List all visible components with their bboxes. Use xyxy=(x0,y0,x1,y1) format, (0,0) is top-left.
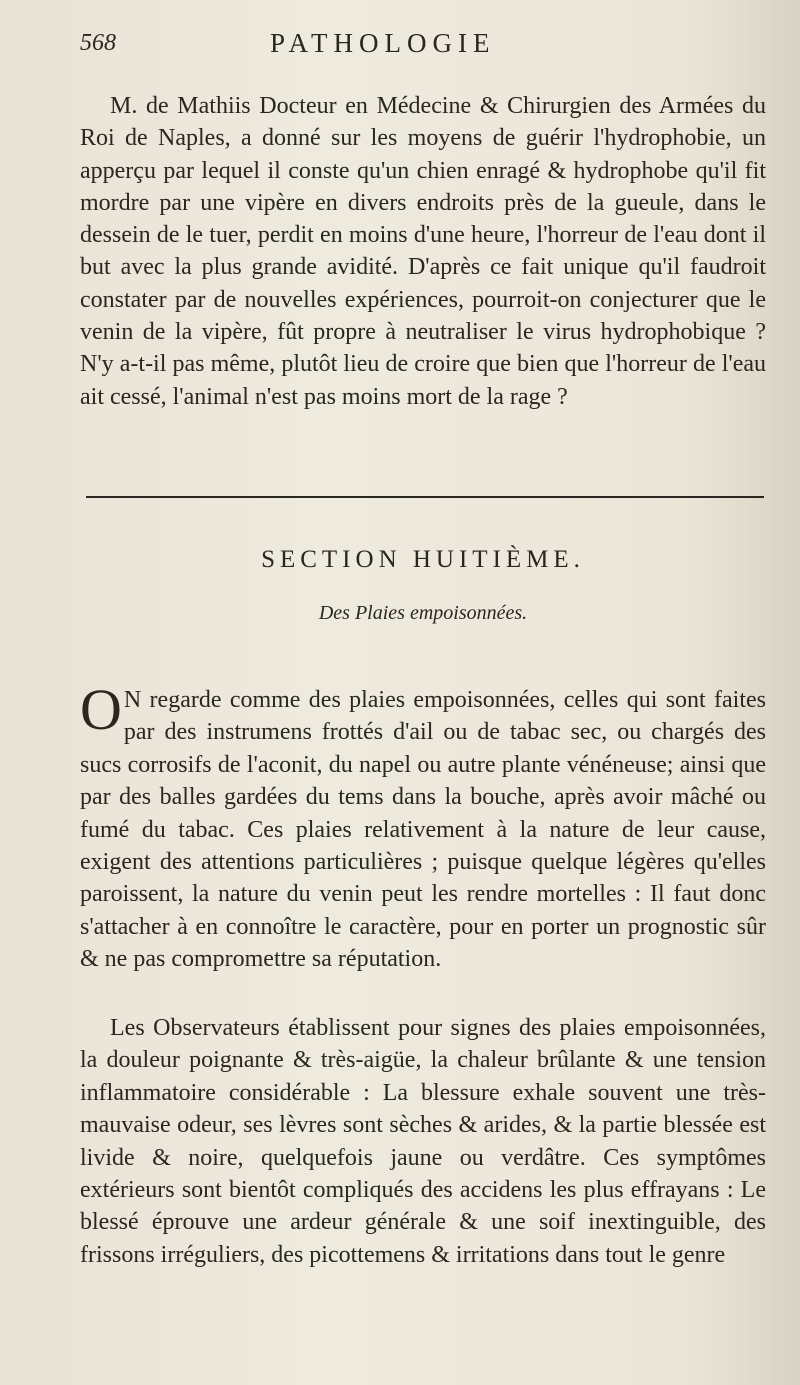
paragraph-plaies-definition xyxy=(80,677,766,1014)
paragraph-hydrophobie: M. de Mathiis Docteur en Médecine & Chirurgien des Armées du Roi de Naples, a donné sur les moyens de guérir l'hydrophobie, un apperçu par lequel il conste qu'un chien enragé & hydrophobe qu'il fit mordre par une vipère en divers endroits près de la gueule, dans le dessein de le tuer, perdit en moins d'une heure, l'horreur de l'eau dont il but avec la plus grande avidité. D'après ce fait unique qu'il faudroit constater par de nouvelles expériences, pourroit-on conjecturer que le venin de la vipère, fût propre à neutraliser le virus hydrophobique ? N'y a-t-il pas même, plutôt lieu de croire que bien que l'horreur de l'eau ait cessé, l'animal n'est pas moins mort de la rage ? xyxy=(80,93,766,410)
section-title: SECTION HUITIÈME. xyxy=(261,546,585,573)
page-header xyxy=(80,28,760,64)
paragraph-plaies-definition-text: N regarde comme des plaies empoisonnées, celles qui sont faites par des instrumens frottés d'ail ou de tabac sec, ou chargés des sucs corrosifs de l'aconit, du napel ou autre plante vénéneuse; ainsi que par des balles gardées du tems dans la bouche, après avoir mâché ou fumé du tabac. Ces plaies relativement à la nature de leur cause, exigent des attentions particulières ; puisque quelque légères qu'elles paroissent, la nature du venin peut les rendre mortelles : Il faut donc s'attacher à en connoître le caractère, pour en porter un prognostic sûr & ne pas compromettre sa réputation. xyxy=(80,687,766,973)
section-divider xyxy=(86,496,764,498)
running-head: PATHOLOGIE xyxy=(270,28,496,58)
paragraph-plaies-signes: Les Observateurs établissent pour signes des plaies empoisonnées, la douleur poignante & très-aigüe, la chaleur brûlante & une tension inflammatoire considérable : La blessure exhale souvent une très-mauvaise odeur, ses lèvres sont sèches & arides, & la partie blessée est livide & noire, quelquefois jaune ou verdâtre. Ces symptômes extérieurs sont bientôt compliqués des accidens les plus effrayans : Le blessé éprouve une ardeur générale & une soif inextinguible, des frissons irréguliers, des picottemens & irritations dans tout le genre xyxy=(80,1015,766,1268)
drop-cap: O xyxy=(80,677,122,742)
page-number: 568 xyxy=(80,30,116,56)
section-subtitle: Des Plaies empoisonnées. xyxy=(318,602,528,624)
